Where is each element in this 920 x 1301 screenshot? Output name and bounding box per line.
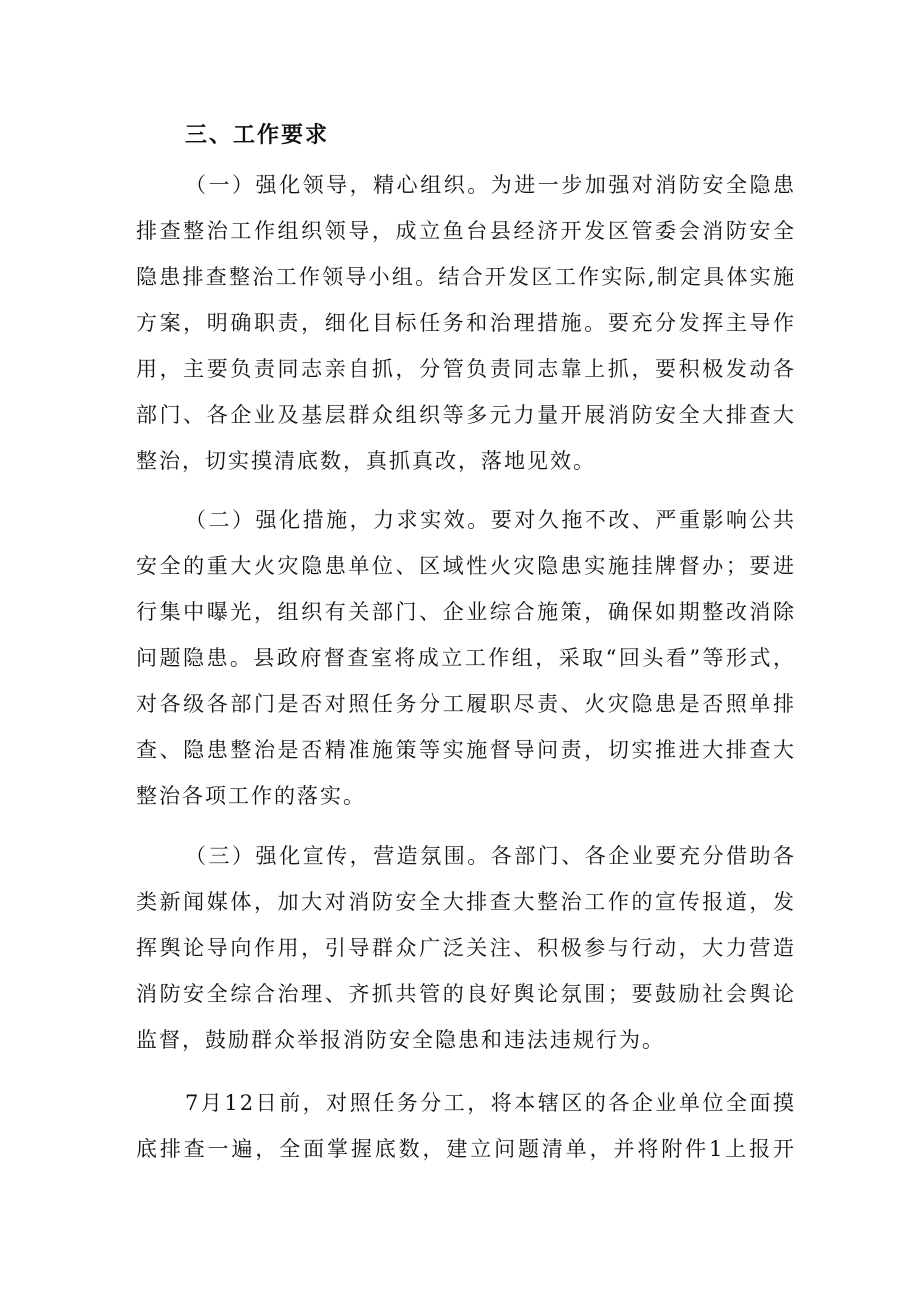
paragraph-2-line-2: 安全的重大火灾隐患单位、区域性火灾隐患实施挂牌督办；要进: [136, 554, 796, 578]
paragraph-1-line-7: 整治，切实摸清底数，真抓真改，落地见效。: [136, 449, 596, 473]
paragraph-1-line-4: 方案，明确职责，细化目标任务和治理措施。要充分发挥主导作: [136, 311, 796, 335]
paragraph-1-line-1: （一）强化领导，精心组织。为进一步加强对消防安全隐患: [185, 173, 796, 197]
paragraph-3-line-4: 消防安全综合治理、齐抓共管的良好舆论氛围；要鼓励社会舆论: [136, 982, 796, 1006]
paragraph-3-line-1: （三）强化宣传，营造氛围。各部门、各企业要充分借助各: [185, 844, 796, 868]
paragraph-2-line-7: 整治各项工作的落实。: [136, 784, 366, 808]
section-heading: 三、工作要求: [185, 123, 330, 148]
paragraph-1-line-6: 部门、各企业及基层群众组织等多元力量开展消防安全大排查大: [136, 403, 796, 427]
paragraph-3-line-3: 挥舆论导向作用，引导群众广泛关注、积极参与行动，大力营造: [136, 936, 796, 960]
paragraph-4-line-2: 底排查一遍，全面掌握底数，建立问题清单，并将附件1上报开: [136, 1137, 796, 1161]
paragraph-2-line-6: 查、隐患整治是否精准施策等实施督导问责，切实推进大排查大: [136, 738, 796, 762]
paragraph-1-line-3: 隐患排查整治工作领导小组。结合开发区工作实际,制定具体实施: [136, 265, 796, 289]
paragraph-2-line-1: （二）强化措施，力求实效。要对久拖不改、严重影响公共: [185, 508, 796, 532]
paragraph-2-line-5: 对各级各部门是否对照任务分工履职尽责、火灾隐患是否照单排: [136, 692, 796, 716]
paragraph-4-line-1: 7月12日前，对照任务分工，将本辖区的各企业单位全面摸: [185, 1091, 796, 1115]
paragraph-3-line-5: 监督，鼓励群众举报消防安全隐患和违法违规行为。: [136, 1028, 665, 1052]
paragraph-3-line-2: 类新闻媒体，加大对消防安全大排查大整治工作的宣传报道，发: [136, 890, 796, 914]
paragraph-2-line-3: 行集中曝光，组织有关部门、企业综合施策，确保如期整改消除: [136, 600, 796, 624]
paragraph-1-line-2: 排查整治工作组织领导，成立鱼台县经济开发区管委会消防安全: [136, 219, 796, 243]
paragraph-2-line-4: 问题隐患。县政府督查室将成立工作组，采取“回头看”等形式，: [136, 646, 796, 670]
paragraph-1-line-5: 用，主要负责同志亲自抓，分管负责同志靠上抓，要积极发动各: [136, 357, 796, 381]
